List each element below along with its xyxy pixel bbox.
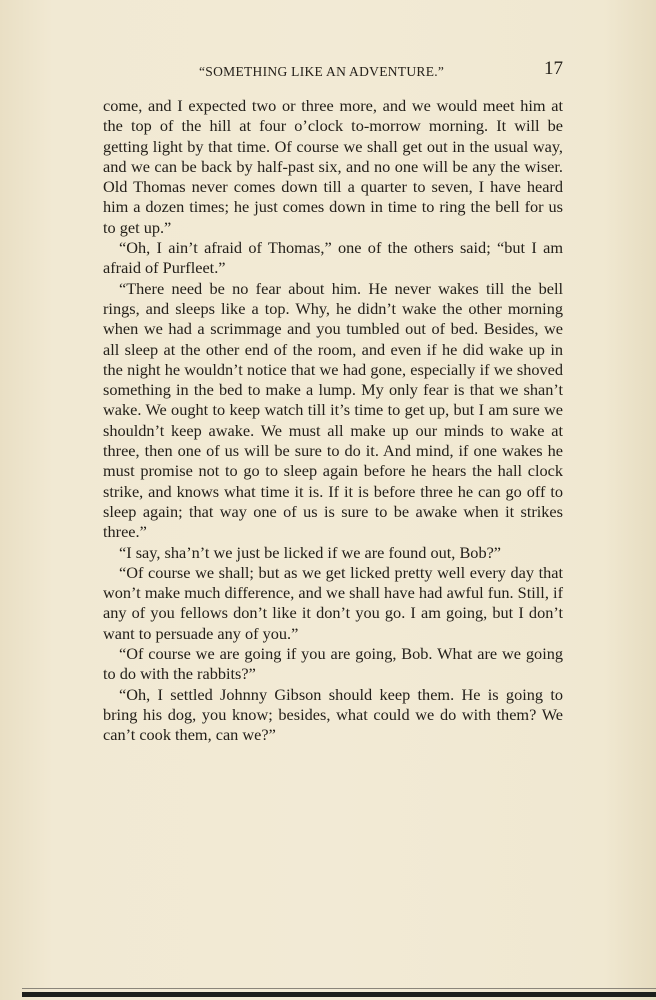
- paragraph: come, and I expected two or three more, and we would meet him at the top of the hill at four o’clock to-morrow morning. It will be getting light by that time. Of course we shall get out in the usual way, and we can be back by half-past six, and no one will be any the wiser. Old Thomas never comes down till a quarter to seven, I have heard him a dozen times; he just comes down in time to ring the bell for us to get up.”: [103, 96, 563, 237]
- paragraph: “I say, sha’n’t we just be licked if we are found out, Bob?”: [119, 542, 502, 562]
- paragraph: “Oh, I settled Johnny Gibson should keep them. He is going to bring his dog, you know; besides, what could we do with them? We can’t cook them, can we?”: [103, 684, 563, 745]
- paragraph: “Of course we shall; but as we get licked pretty well every day that won’t make much difference, and we shall have had awful fun. Still, if any of you fellows don’t like it don’t you go. I am going, but I don’t want to persuade any of you.”: [103, 562, 563, 643]
- page-number: 17: [544, 58, 563, 79]
- body-text: [103, 96, 563, 746]
- paragraph: “There need be no fear about him. He never wakes till the bell rings, and sleeps like a top. Why, he didn’t wake the other morning when we had a scrimmage and you tumbled out of bed. Besides, we all sleep at the other end of the room, and even if he did wake up in the night he wouldn’t notice that we had gone, especially if we shoved something in the bed to make a lump. My only fear is that we shan’t wake. We ought to keep watch till it’s time to get up, but I am sure we shouldn’t keep awake. We must all make up our minds to wake at three, then one of us will be sure to do it. And mind, if one wakes he must promise not to go to sleep again before he hears the hall clock strike, and knows what time it is. If it is before three he can go off to sleep again; that way one of us is sure to be awake when it strikes three.”: [103, 278, 563, 542]
- page-edge-line: [22, 988, 656, 989]
- paragraph: “Of course we are going if you are going, Bob. What are we going to do with the rabbits?”: [103, 644, 563, 684]
- running-head: “SOMETHING LIKE AN ADVENTURE.”: [199, 64, 445, 79]
- paragraph: “Oh, I ain’t afraid of Thomas,” one of the others said; “but I am afraid of Purfleet.”: [103, 238, 563, 278]
- page-bottom-border: [22, 992, 656, 997]
- page-header: [103, 58, 563, 84]
